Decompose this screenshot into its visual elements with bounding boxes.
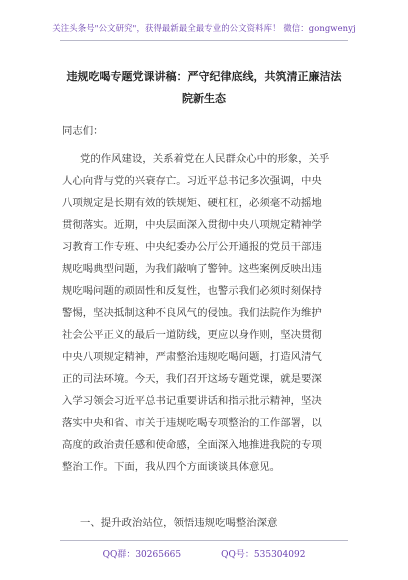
- body-line: 社会公平正义的最后一道防线，更应以身作则，坚决贯彻: [62, 329, 322, 341]
- body-line: 中央八项规定精神，严肃整治违规吃喝问题，打造风清气: [62, 351, 322, 363]
- footer-divider: [60, 540, 348, 541]
- header-banner: 关注头条号"公文研究"，获得最新最全最专业的公文资料库！ 微信：gongwenyj: [52, 23, 356, 33]
- body-line: 警惕，坚决抵制这种不良风气的侵蚀。我们法院作为维护: [62, 307, 322, 319]
- document-title-line-1: 违规吃喝专题党课讲稿：严守纪律底线，共筑清正廉洁法: [66, 70, 342, 83]
- footer-qq-number: QQ号：535304092: [221, 550, 306, 560]
- body-line: 党的作风建设，关系着党在人民群众心中的形象，关乎: [80, 153, 330, 165]
- body-line: 整治工作。下面，我从四个方面谈谈具体意见。: [62, 461, 281, 473]
- footer-contact: [0, 547, 408, 560]
- body-line: 习教育工作专班、中央纪委办公厅公开通报的党员干部违: [62, 241, 322, 253]
- body-line: 规吃喝问题的顽固性和反复性，也警示我们必须时刻保持: [62, 285, 322, 297]
- body-line: 入学习领会习近平总书记重要讲话和指示批示精神，坚决: [62, 395, 322, 407]
- document-title-line-2: 院新生态: [182, 92, 226, 105]
- section-heading: 一、提升政治站位，领悟违规吃喝整治深意: [80, 517, 278, 529]
- body-line: 贯彻落实。近期，中央层面深入贯彻中央八项规定精神学: [62, 219, 322, 231]
- footer-qq-group: QQ群：30265665: [102, 550, 182, 560]
- body-line: 落实中央和省、市关于违规吃喝专项整治的工作部署，以: [62, 417, 322, 429]
- body-line: 规吃喝典型问题，为我们敲响了警钟。这些案例反映出违: [62, 263, 322, 275]
- body-line: 正的司法环境。今天，我们召开这场专题党课，就是要深: [62, 373, 322, 385]
- salutation: 同志们：: [62, 125, 104, 137]
- body-line: 八项规定是长期有效的铁规矩、硬杠杠，必须毫不动摇地: [62, 197, 322, 209]
- header-divider: [60, 40, 348, 41]
- body-line: 高度的政治责任感和使命感，全面深入地推进我院的专项: [62, 439, 322, 451]
- document-title: [62, 66, 346, 110]
- body-line: 人心向背与党的兴衰存亡。习近平总书记多次强调，中央: [62, 175, 322, 187]
